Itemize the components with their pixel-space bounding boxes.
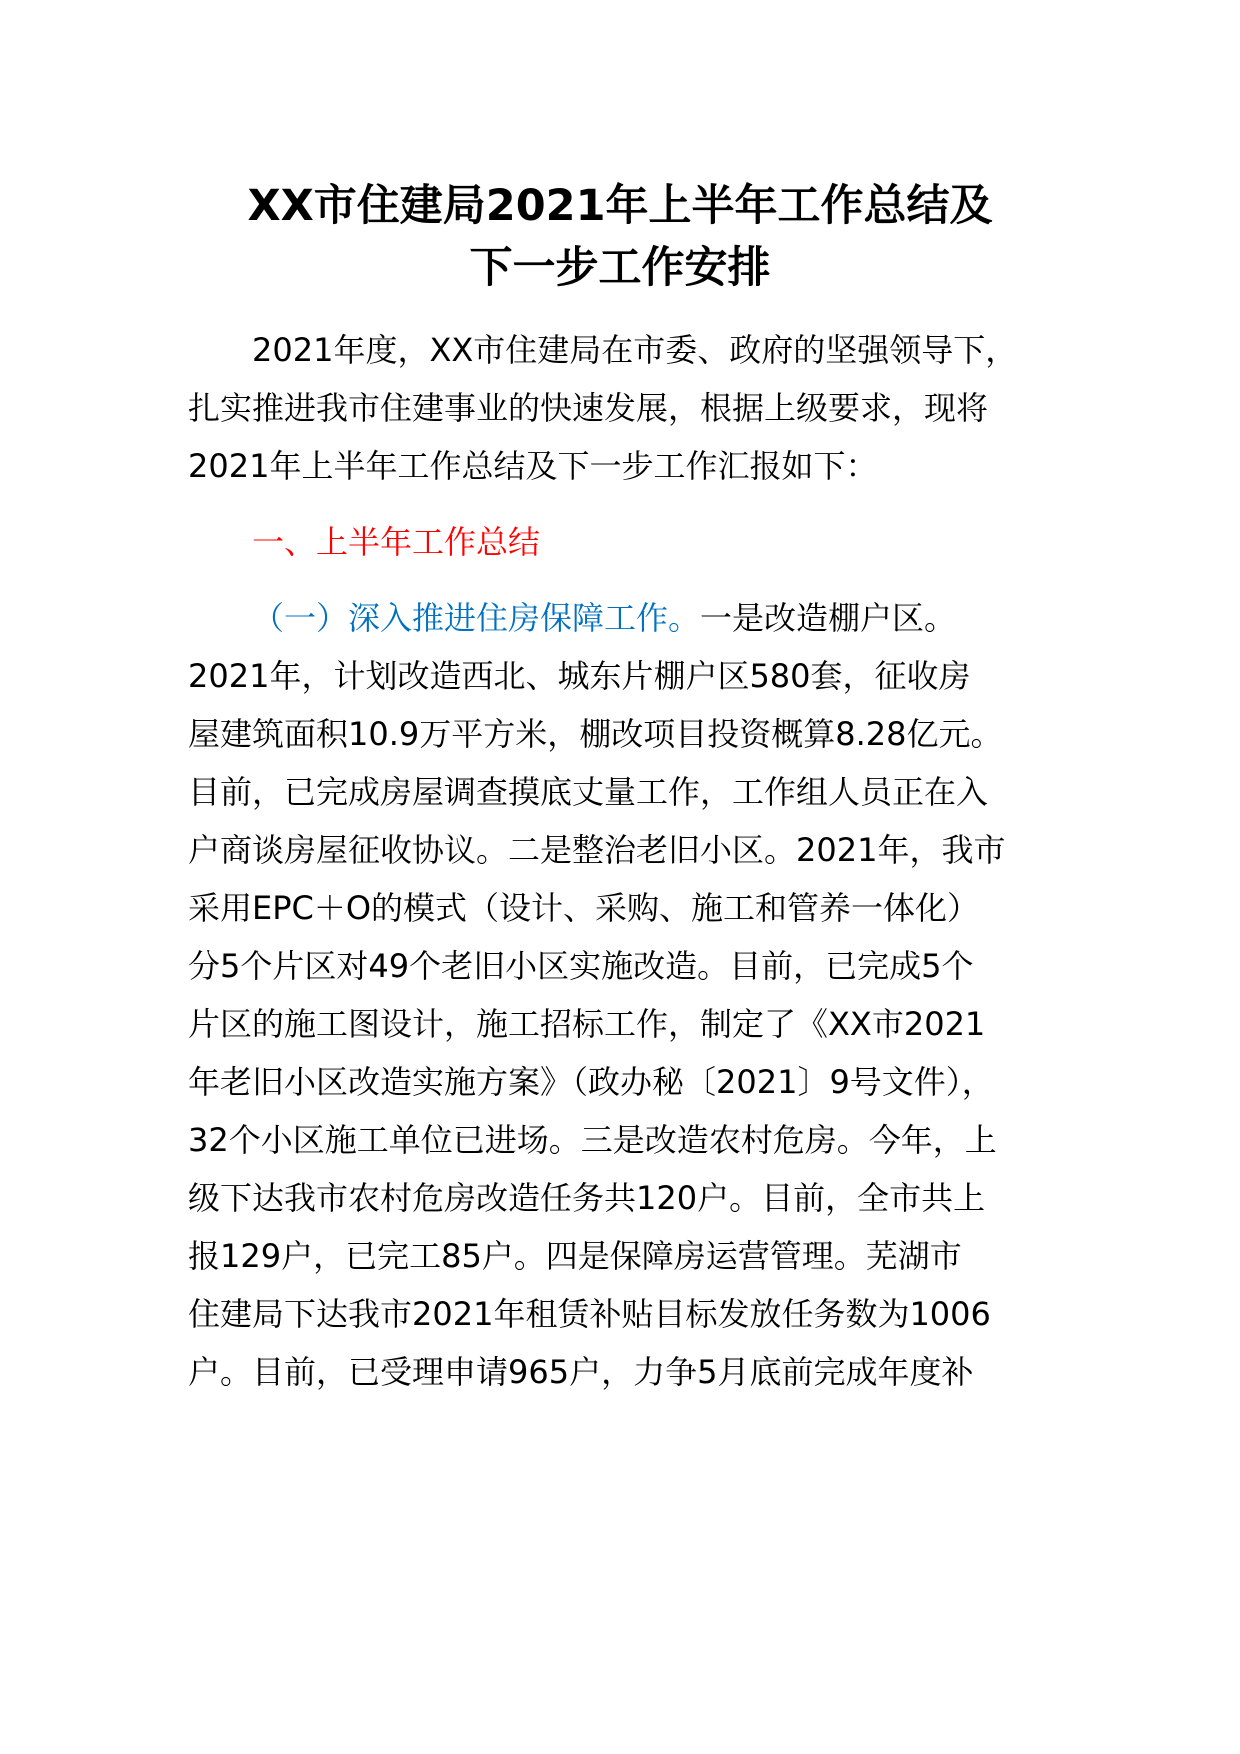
paragraph-line: 户。目前，已受理申请965户，力争5月底前完成年度补 bbox=[188, 1353, 974, 1391]
paragraph-line: 采用EPC＋O的模式（设计、采购、施工和管养一体化） bbox=[188, 889, 980, 927]
paragraph-line: 户商谈房屋征收协议。二是整治老旧小区。2021年，我市 bbox=[188, 831, 1006, 869]
paragraph-line: 2021年，计划改造西北、城东片棚户区580套，征收房 bbox=[188, 657, 971, 695]
intro-line: 2021年上半年工作总结及下一步工作汇报如下： bbox=[188, 447, 878, 485]
paragraph-line: 年老旧小区改造实施方案》（政办秘〔2021〕9号文件）， bbox=[188, 1063, 994, 1101]
section-heading: 一、上半年工作总结 bbox=[252, 523, 541, 561]
intro-line: 扎实推进我市住建事业的快速发展，根据上级要求，现将 bbox=[188, 389, 989, 427]
paragraph-line: 住建局下达我市2021年租赁补贴目标发放任务数为1006 bbox=[188, 1295, 991, 1333]
paragraph-line: 分5个片区对49个老旧小区实施改造。目前，已完成5个 bbox=[188, 947, 974, 985]
paragraph-line: 32个小区施工单位已进场。三是改造农村危房。今年，上 bbox=[188, 1121, 997, 1159]
document-title-line-2: 下一步工作安排 bbox=[469, 243, 771, 293]
paragraph-line: 屋建筑面积10.9万平方米，棚改项目投资概算8.28亿元。 bbox=[188, 715, 1003, 753]
paragraph-line: 目前，已完成房屋调查摸底丈量工作，工作组人员正在入 bbox=[188, 773, 989, 811]
paragraph-line: 报129户，已完工85户。四是保障房运营管理。芜湖市 bbox=[188, 1237, 962, 1275]
intro-line: 2021年度，XX市住建局在市委、政府的坚强领导下， bbox=[252, 331, 1018, 369]
paragraph-line: 级下达我市农村危房改造任务共120户。目前，全市共上 bbox=[188, 1179, 986, 1217]
subsection-first-line-rest: 一是改造棚户区。 bbox=[700, 599, 957, 637]
paragraph-line: 片区的施工图设计，施工招标工作，制定了《XX市2021 bbox=[188, 1005, 986, 1043]
document-title-line-1: XX市住建局2021年上半年工作总结及 bbox=[247, 181, 993, 231]
subsection-heading: （一）深入推进住房保障工作。 bbox=[252, 599, 701, 637]
subsection-first-line bbox=[252, 596, 956, 640]
